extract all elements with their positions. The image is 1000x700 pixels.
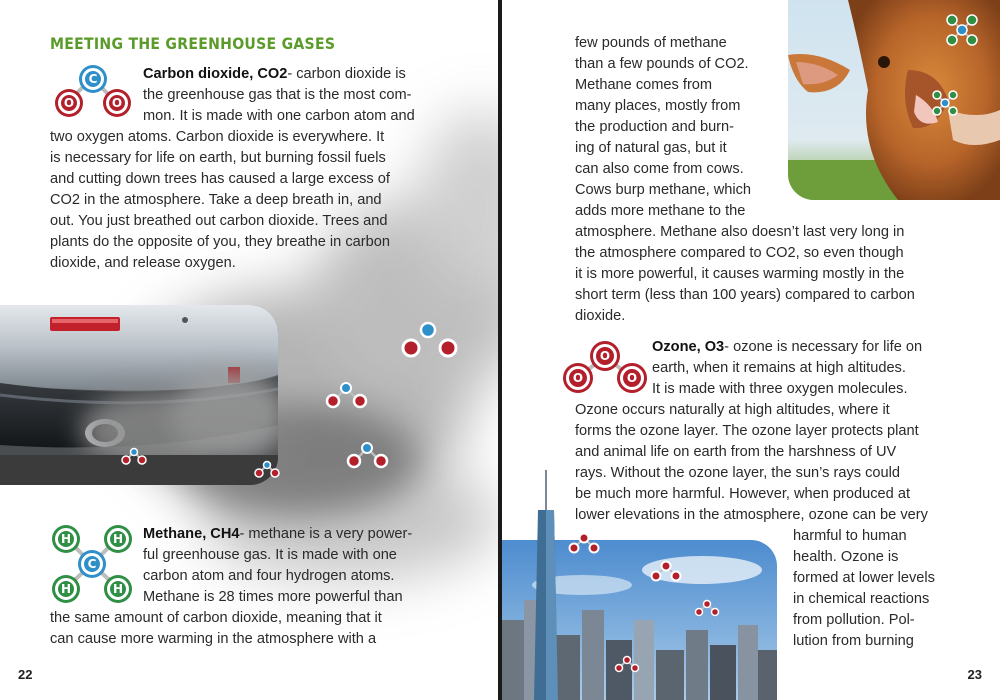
co2-molecule-small: [403, 323, 456, 356]
text-line: the production and burn-: [575, 119, 735, 135]
text-line: the greenhouse gas that is the most com-: [143, 87, 412, 103]
text-line: Ozone occurs naturally at high altitudes, where it: [575, 402, 890, 418]
co2-title: Carbon dioxide, CO2: [143, 66, 288, 82]
text-line: than a few pounds of CO2.: [575, 56, 749, 72]
text-line: harmful to human: [793, 528, 907, 544]
text-line: Methane comes from: [575, 77, 713, 93]
floating-o3-molecules: [502, 0, 1000, 700]
hydrogen-atom: H: [107, 578, 129, 600]
oxygen-atom: O: [106, 92, 128, 114]
text-line: CO2 in the atmosphere. Take a deep breath in, and: [50, 192, 382, 208]
text-line: dioxide.: [575, 308, 626, 324]
methane-paragraph: [50, 524, 450, 650]
text-line: the same amount of carbon dioxide, meaning that it: [50, 610, 382, 626]
text-line: ful greenhouse gas. It is made with one: [143, 547, 397, 563]
text-line: Methane is 28 times more powerful than: [143, 589, 403, 605]
text-line: is necessary for life on earth, but burning fossil fuels: [50, 150, 386, 166]
ozone-title: Ozone, O3: [652, 339, 725, 355]
left-page: [0, 0, 498, 700]
text-line: from pollution. Pol-: [793, 612, 915, 628]
hydrogen-atom: H: [55, 528, 77, 550]
text-line: and animal life on earth from the harshness of UV: [575, 444, 897, 460]
oxygen-atom: O: [566, 366, 590, 390]
text-line: atmosphere. Methane also doesn’t last very long in: [575, 224, 905, 240]
text-line: carbon atom and four hydrogen atoms.: [143, 568, 395, 584]
text-line: ing of natural gas, but it: [575, 140, 727, 156]
co2-molecule-small: [255, 462, 279, 478]
text-line: in chemical reactions: [793, 591, 930, 607]
text-line: adds more methane to the: [575, 203, 746, 219]
text-line: formed at lower levels: [793, 570, 935, 586]
text-line: plants do the opposite of you, they breathe in carbon: [50, 234, 390, 250]
right-page: [502, 0, 1000, 700]
text-line: - ozone is necessary for life on: [724, 339, 923, 355]
text-line: earth, when it remains at high altitudes.: [652, 360, 906, 376]
co2-molecule-small: [348, 443, 387, 467]
hydrogen-atom: H: [107, 528, 129, 550]
o3-molecule-small: [570, 534, 599, 553]
oxygen-atom: O: [620, 366, 644, 390]
text-line: - carbon dioxide is: [287, 66, 406, 82]
text-line: health. Ozone is: [793, 549, 899, 565]
text-line: lution from burning: [793, 633, 914, 649]
text-line: lower elevations in the atmosphere, ozone can be very: [575, 507, 928, 523]
text-line: few pounds of methane: [575, 35, 727, 51]
page-number: 23: [967, 667, 982, 682]
oxygen-atom: O: [58, 92, 80, 114]
section-heading: MEETING THE GREENHOUSE GASES: [50, 34, 336, 53]
co2-molecule-small: [122, 449, 146, 465]
text-line: forms the ozone layer. The ozone layer protects plant: [575, 423, 919, 439]
text-line: short term (less than 100 years) compared to carbon: [575, 287, 915, 303]
text-line: dioxide, and release oxygen.: [50, 255, 236, 271]
text-line: can cause more warming in the atmosphere with a: [50, 631, 377, 647]
methane-title: Methane, CH4: [143, 526, 240, 542]
hydrogen-atom: H: [55, 578, 77, 600]
o3-molecule-small: [652, 562, 681, 581]
text-line: the atmosphere compared to CO2, so even though: [575, 245, 904, 261]
text-line: two oxygen atoms. Carbon dioxide is everywhere. It: [50, 129, 385, 145]
text-line: can also come from cows.: [575, 161, 744, 177]
text-line: - methane is a very power-: [239, 526, 413, 542]
oxygen-atom: O: [593, 344, 617, 368]
carbon-atom: C: [81, 553, 103, 575]
text-line: and cutting down trees has caused a large excess of: [50, 171, 390, 187]
text-line: it is more powerful, it causes warming mostly in the: [575, 266, 905, 282]
page-number: 22: [18, 667, 33, 682]
text-line: out. You just breathed out carbon dioxide. Trees and: [50, 213, 388, 229]
co2-molecule-small: [327, 383, 366, 407]
text-line: many places, mostly from: [575, 98, 741, 114]
carbon-atom: C: [82, 68, 104, 90]
text-line: Cows burp methane, which: [575, 182, 752, 198]
text-line: mon. It is made with one carbon atom and: [143, 108, 415, 124]
text-line: rays. Without the ozone layer, the sun’s rays could: [575, 465, 901, 481]
o3-molecule-small: [616, 657, 639, 672]
text-line: be much more harmful. However, when produced at: [575, 486, 911, 502]
text-line: It is made with three oxygen molecules.: [652, 381, 908, 397]
o3-molecule-small: [696, 601, 719, 616]
